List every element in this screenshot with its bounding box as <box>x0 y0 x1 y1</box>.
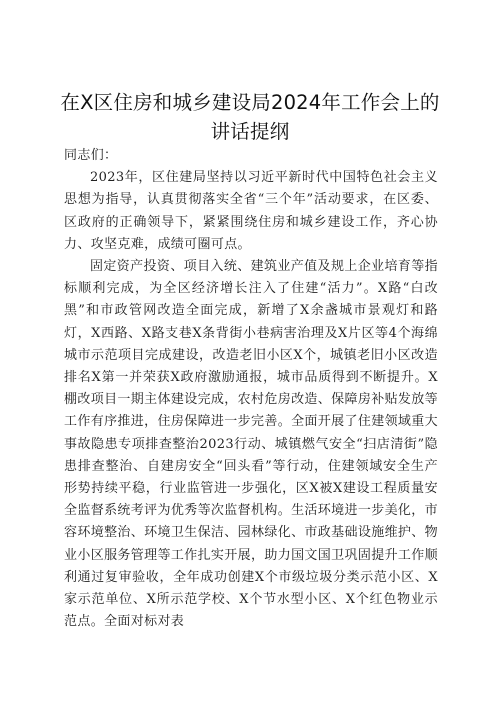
title-line-1: 在X区住房和城乡建设局2024年工作会上的 <box>60 91 440 114</box>
document-body <box>64 145 438 633</box>
title-line-2: 讲话提纲 <box>210 120 290 143</box>
paragraph-2: 固定资产投资、项目入统、建筑业产值及规上企业培育等指标顺利完成，为全区经济增长注入了住建“活力”。X路“白改黑”和市政管网改造全面完成，新增了X余盏城市景观灯和路灯，X西路、X路支巷X条背街小巷病害治理及X片区等4个海绵城市示范项目完成建设，改造老旧小区X个，城镇老旧小区改造排名X第一并荣获X政府激励通报，城市品质得到不断提升。X棚改项目一期主体建设完成，农村危房改造、保障房补贴发放等工作有序推进，住房保障进一步完善。全面开展了住建领域重大事故隐患专项排查整治2023行动、城镇燃气安全“扫店清街”隐患排查整治、自建房安全“回头看”等行动，住建领域安全生产形势持续平稳，行业监管进一步强化，区X被X建设工程质量安全监督系统考评为优秀等次监督机构。生活环境进一步美化，市容环境整治、环境卫生保洁、园林绿化、市政基础设施维护、物业小区服务管理等工作扎实开展，助力国文国卫巩固提升工作顺利通过复审验收，全年成功创建X个市级垃圾分类示范小区、X家示范单位、X所示范学校、X个节水型小区、X个红色物业示范点。全面对标对表 <box>64 259 438 630</box>
salutation: 同志们： <box>64 148 118 163</box>
document-title <box>40 88 460 146</box>
paragraph-1: 2023年，区住建局坚持以习近平新时代中国特色社会主义思想为指导，认真贯彻落实全省“三个年”活动要求，在区委、区政府的正确领导下，紧紧围绕住房和城乡建设工作，齐心协力、攻坚克难，成绩可圈可点。 <box>64 170 438 252</box>
